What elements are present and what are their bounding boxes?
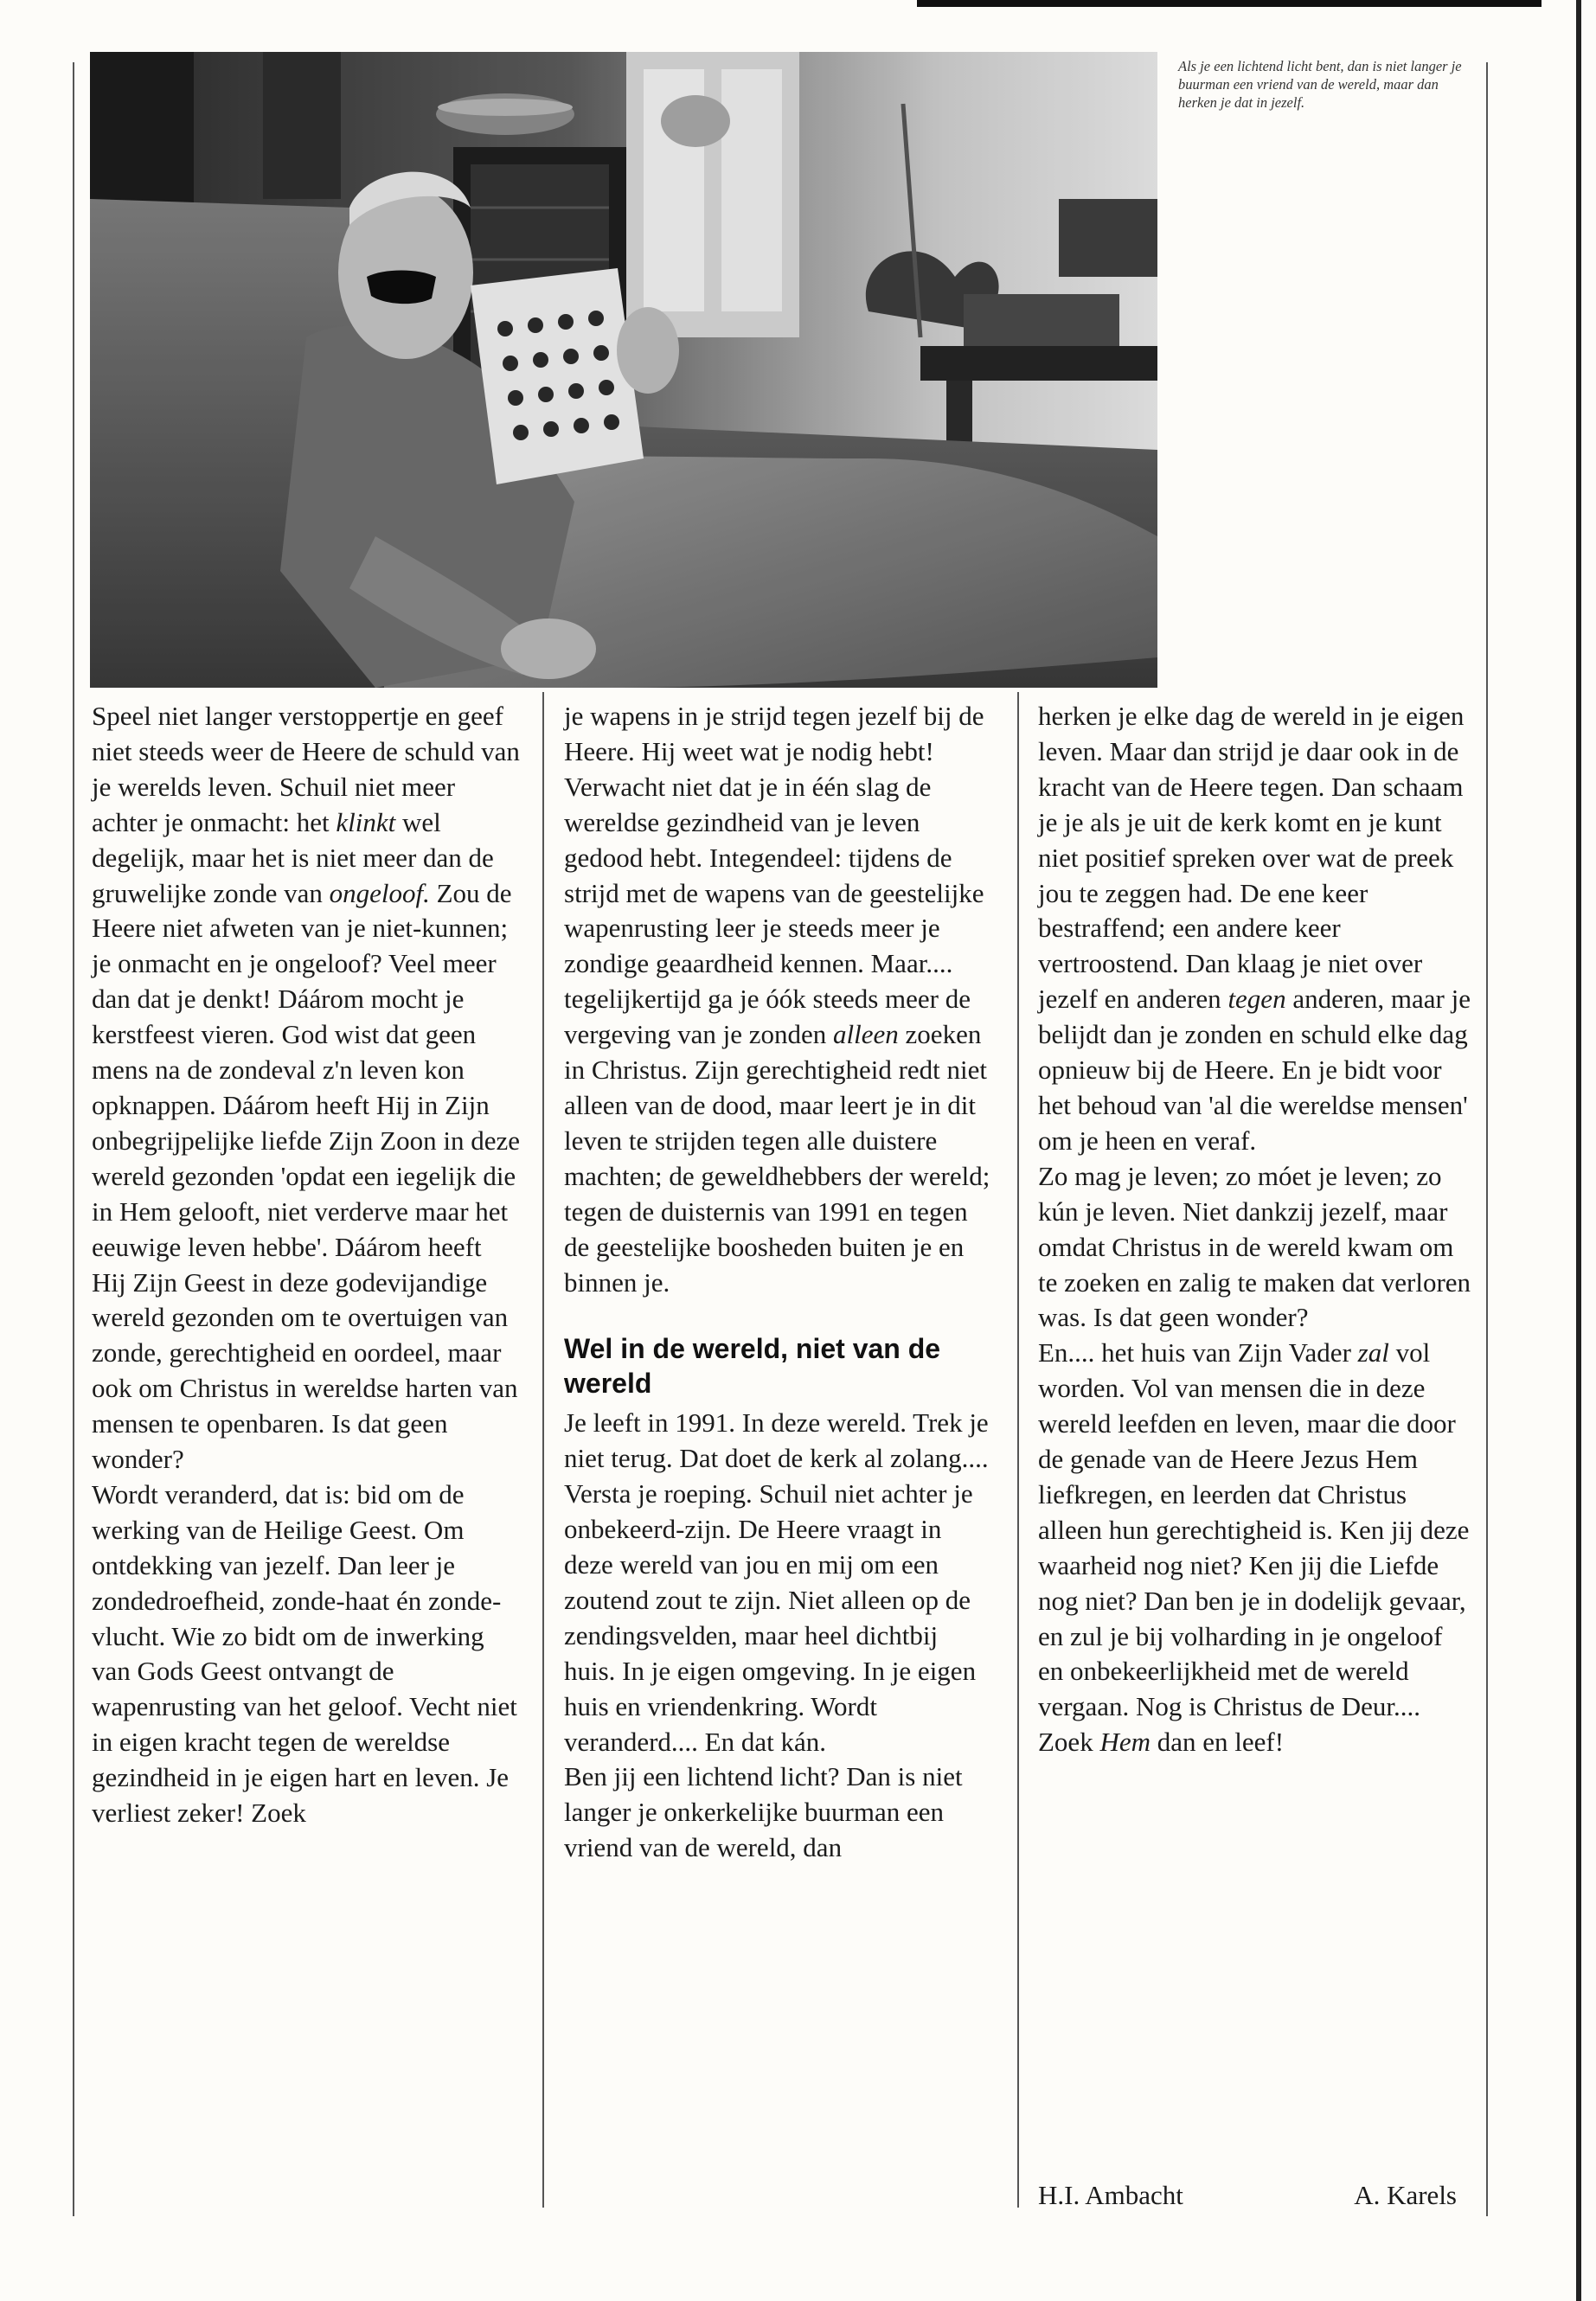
body-text: anderen, maar je belijdt dan je zonden en schuld elke dag opnieuw bij de Heere. En je bidt voor het behoud van 'al die wereldse mensen' om je heen en veraf. (1038, 984, 1471, 1156)
article-paragraph (564, 699, 993, 770)
body-text: Verwacht niet dat je in één slag de wereldse gezindheid van je leven gedood hebt. Integendeel: tijdens de strijd met de wapens van de geestelijke wapenrusting leer je steeds meer je zondige geaardheid kennen. Maar.... tegelijkertijd ga je óók steeds meer de vergeving van je zonden (564, 771, 984, 1050)
rule-right (1486, 62, 1488, 2216)
body-text: Wel in de wereld, niet van de wereld (564, 1333, 941, 1400)
signoff-author: A. Karels (1354, 2180, 1457, 2210)
signoff (1038, 2178, 1457, 2213)
emphasis-text: Hem (1099, 1727, 1151, 1758)
article-paragraph (564, 1406, 993, 1759)
article-column-3 (1038, 699, 1474, 1760)
emphasis-text: ongeloof. (329, 877, 430, 908)
photo-illustration (90, 52, 1157, 688)
article-paragraph (564, 770, 993, 1301)
body-text: je wapens in je strijd tegen jezelf bij de Heere. Hij weet wat je nodig hebt! (564, 701, 984, 766)
body-text: Zo mag je leven; zo móet je leven; zo kún je leven. Niet dankzij jezelf, maar omdat Christus in de wereld kwam om te zoeken en zalig te maken dat verloren was. Is dat geen wonder? (1038, 1160, 1471, 1333)
emphasis-text: zal (1357, 1337, 1389, 1368)
photo-caption: Als je een lichtend licht bent, dan is niet langer je buurman een vriend van de wereld, maar dan herken je dat in jezelf. (1178, 58, 1462, 111)
body-text: Speel niet langer verstoppertje en geef niet steeds weer de Heere de schuld van je werelds leven. Schuil niet meer achter je onmacht: het (92, 701, 520, 837)
body-text: Je leeft in 1991. In deze wereld. Trek je niet terug. Dat doet de kerk al zolang.... Versta je roeping. Schuil niet achter je onbekeerd-zijn. De Heere vraagt in deze wereld van jou en mij om een zoutend zout te zijn. Niet alleen op de zendingsvelden, maar heel dichtbij huis. In je eigen omgeving. In je eigen huis en vriendenkring. Wordt veranderd.... En dat kán. (564, 1407, 989, 1757)
article-photo (90, 52, 1157, 688)
article-paragraph (1038, 699, 1474, 1159)
signoff-place: H.I. Ambacht (1038, 2180, 1183, 2210)
body-text: Zou de Heere niet afweten van je niet-kunnen; je onmacht en je ongeloof? Veel meer dan dat je denkt! Dáárom mocht je kerstfeest vieren. God wist dat geen mens na de zondeval z'n leven kon opknappen. Dáárom heeft Hij in Zijn onbegrijpelijke liefde Zijn Zoon in deze wereld gezonden 'opdat een iegelijk die in Hem gelooft, niet verderve maar het eeuwige leven hebbe'. Dáárom heeft Hij Zijn Geest in deze godevijandige wereld gezonden om te overtuigen van zonde, gerechtigheid en oordeel, maar ook om Christus in wereldse harten van mensen te openbaren. Is dat geen wonder? (92, 877, 520, 1475)
body-text: zoeken in Christus. Zijn gerechtigheid redt niet alleen van de dood, maar leert je in dit leven te strijden tegen alle duistere machten; de geweldhebbers der wereld; tegen de duisternis van 1991 en tegen de geestelijke boosheden buiten je en binnen je. (564, 1019, 990, 1298)
article-paragraph (564, 1759, 993, 1866)
body-text: dan en leef! (1151, 1727, 1285, 1758)
top-rule (917, 0, 1542, 7)
page-edge (1576, 0, 1581, 2301)
article-column-2 (564, 699, 993, 1866)
body-text: wel degelijk, maar het is niet meer dan de gruwelijke zonde van (92, 806, 494, 908)
rule-col-1-2 (542, 692, 544, 2208)
article-paragraph (1038, 1159, 1474, 1336)
body-text: Wordt veranderd, dat is: bid om de werking van de Heilige Geest. Om ontdekking van jezelf. Dan leer je zondedroefheid, zonde-haat én zonde-vlucht. Wie zo bidt om de inwerking van Gods Geest ontvangt de wapenrusting van het geloof. Vecht niet in eigen kracht tegen de wereldse gezindheid in je eigen hart en leven. Je verliest zeker! Zoek (92, 1478, 517, 1829)
emphasis-text: tegen (1227, 984, 1286, 1015)
article-paragraph (1038, 1336, 1474, 1760)
body-text: herken je elke dag de wereld in je eigen leven. Maar dan strijd je daar ook in de kracht van de Heere tegen. Dan schaam je je als je uit de kerk komt en je kunt niet positief spreken over wat de preek jou te zeggen had. De ene keer bestraffend; een andere keer vertroostend. Dan klaag je niet over jezelf en anderen (1038, 701, 1465, 1015)
article-paragraph (92, 1477, 521, 1831)
article-paragraph (92, 699, 521, 1477)
section-subheading (564, 1331, 993, 1400)
article-column-1 (92, 699, 521, 1831)
body-text: Ben jij een lichtend licht? Dan is niet langer je onkerkelijke buurman een vriend van de wereld, dan (564, 1761, 963, 1863)
emphasis-text: alleen (833, 1019, 899, 1050)
rule-left (73, 62, 74, 2216)
body-text: vol worden. Vol van mensen die in deze wereld leefden en leven, maar die door de genade van de Heere Jezus Hem liefkregen, en leerden dat Christus alleen hun gerechtigheid is. Ken jij deze waarheid nog niet? Ken jij die Liefde nog niet? Dan ben je in dodelijk gevaar, en zul je bij volharding in je ongeloof en onbekeerlijkheid met de wereld vergaan. Nog is Christus de Deur.... Zoek (1038, 1337, 1470, 1758)
body-text: En.... het huis van Zijn Vader (1038, 1337, 1358, 1368)
emphasis-text: klinkt (336, 806, 396, 837)
rule-col-2-3 (1017, 692, 1019, 2208)
